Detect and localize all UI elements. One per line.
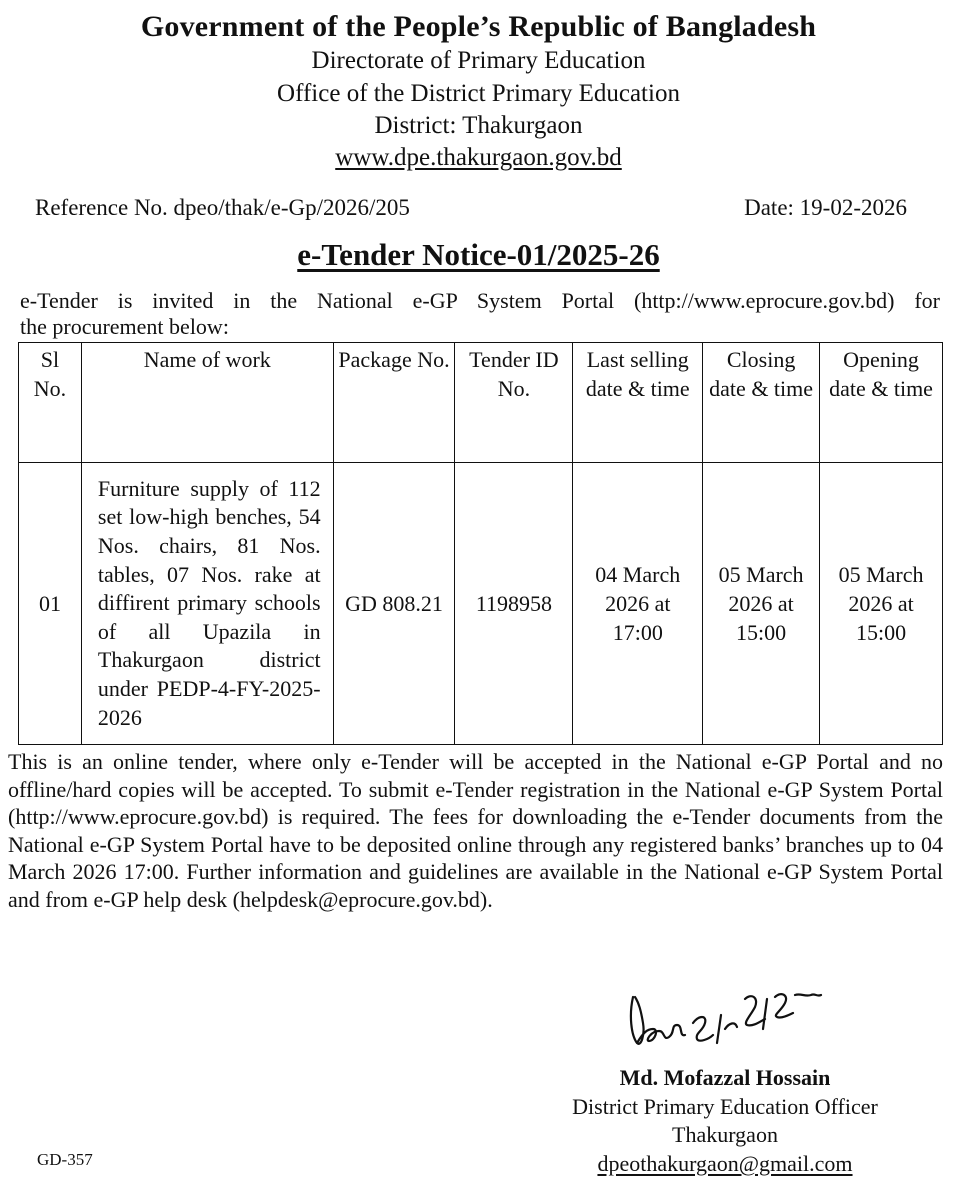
header-package-no: Package No.: [333, 343, 455, 463]
cell-closing: 05 March 2026 at 15:00: [703, 463, 820, 745]
officer-name: Md. Mofazzal Hossain: [619, 1065, 831, 1090]
notice-title: e-Tender Notice-01/2025-26: [297, 237, 660, 272]
website-link[interactable]: www.dpe.thakurgaon.gov.bd: [335, 144, 622, 171]
cell-last-selling: 04 March 2026 at 17:00: [573, 463, 703, 745]
header-sl-no: Sl No.: [19, 343, 82, 463]
officer-designation: District Primary Education Officer: [572, 1093, 878, 1119]
body-paragraph: This is an online tender, where only e-Tender will be accepted in the National e-GP Portal and no offline/hard copies will be accepted. To submit e-Tender registration in the National e-GP System Portal (http://www.eprocure.gov.bd) is required. The fees for downloading the e-Tender documents from the National e-GP System Portal have to be deposited online through any registered banks’ branches up to 04 March 2026 17:00. Further information and guidelines are available in the National e-GP System Portal and from e-GP help desk (helpdesk@eprocure.gov.bd).: [8, 749, 943, 912]
header-closing: Closing date & time: [703, 343, 820, 463]
table-header-row: [19, 343, 943, 463]
office-line: Office of the District Primary Education: [277, 80, 680, 107]
intro-paragraph: [20, 288, 940, 340]
header-opening: Opening date & time: [820, 343, 943, 463]
reference-number: Reference No. dpeo/thak/e-Gp/2026/205: [35, 195, 410, 220]
intro-line-2: the procurement below:: [20, 314, 229, 339]
table-row: [19, 463, 943, 745]
header-tender-id: Tender ID No.: [455, 343, 573, 463]
footer-code: GD-357: [37, 1150, 93, 1169]
officer-email-link[interactable]: dpeothakurgaon@gmail.com: [597, 1150, 853, 1176]
handwritten-signature: [625, 985, 825, 1055]
district-line: District: Thakurgaon: [374, 112, 583, 139]
cell-tender-id: 1198958: [455, 463, 573, 745]
signature-block: [540, 1064, 910, 1178]
cell-opening: 05 March 2026 at 15:00: [820, 463, 943, 745]
header-name-of-work: Name of work: [81, 343, 333, 463]
header-last-selling: Last selling date & time: [573, 343, 703, 463]
tender-table: [18, 342, 943, 745]
directorate-line: Directorate of Primary Education: [311, 47, 646, 74]
cell-work: Furniture supply of 112 set low-high benches, 54 Nos. chairs, 81 Nos. tables, 07 Nos. rake at diffirent primary schools of all Upazila in Thakurgaon district under PEDP-4-FY-2025-2026: [81, 463, 333, 745]
officer-location: Thakurgaon: [672, 1122, 778, 1147]
cell-sl: 01: [19, 463, 82, 745]
government-title: Government of the People’s Republic of Bangladesh: [140, 10, 817, 43]
signature-icon: [625, 985, 825, 1055]
notice-date: Date: 19-02-2026: [744, 195, 907, 220]
cell-package: GD 808.21: [333, 463, 455, 745]
intro-line-1: e-Tender is invited in the National e-GP System Portal (http://www.eprocure.gov.bd) for: [20, 288, 940, 313]
